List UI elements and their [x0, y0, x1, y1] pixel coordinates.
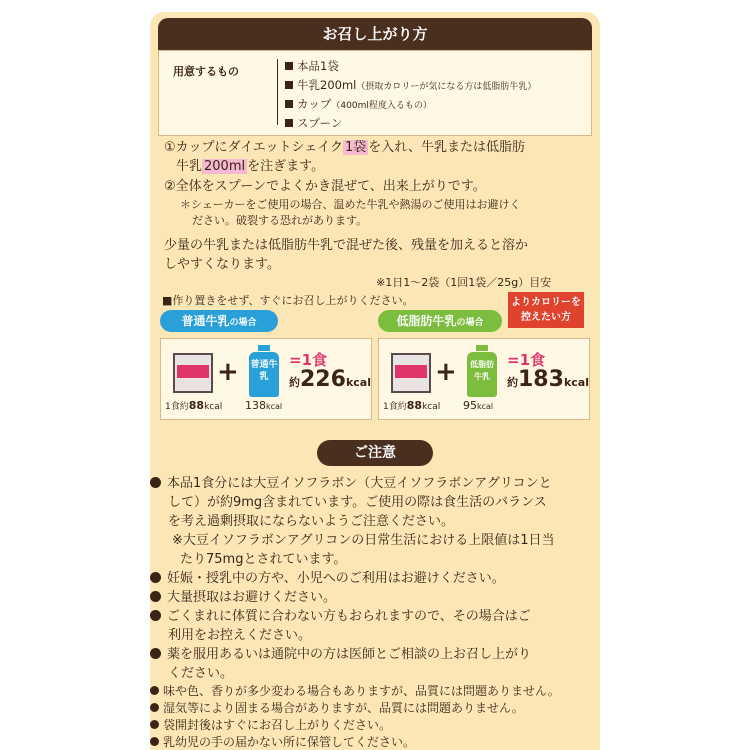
caution-item: ください。 — [168, 666, 234, 681]
packet-calories: 1食約88kcal — [165, 399, 223, 412]
shake-packet-icon — [391, 353, 431, 393]
bullet-icon — [150, 720, 159, 729]
bullet-icon — [150, 477, 161, 488]
caution-item: 薬を服用あるいは通院中の方は医師とご相談の上お召し上がり — [150, 643, 531, 662]
plus-icon: + — [217, 357, 239, 387]
caution-item: 大量摂取はお避けください。 — [150, 586, 336, 605]
ingredients-title: 用意するもの — [173, 65, 239, 78]
square-bullet-icon — [285, 81, 293, 89]
ingredient-item: 本品1袋 — [285, 58, 339, 74]
bullet-icon — [150, 686, 159, 695]
minor-note: 湿気等により固まる場合がありますが、品質には問題ありません。 — [150, 699, 524, 716]
make-fresh-warning: ■作り置きをせず、すぐにお召し上がりください。 — [162, 294, 414, 307]
tip: しやすくなります。 — [164, 257, 280, 272]
equals-one-meal: =1食 — [507, 351, 546, 369]
regular-milk-comparison — [160, 338, 372, 420]
caution-title: ご注意 — [317, 440, 433, 466]
tip: 少量の牛乳または低脂肪牛乳で混ぜた後、残量を加えると溶か — [164, 238, 529, 253]
step-2-note: ＊シェーカーをご使用の場合、温めた牛乳や熱湯のご使用はお避けく — [180, 198, 521, 211]
bullet-icon — [150, 572, 161, 583]
regular-milk-label: 普通牛乳の場合 — [160, 310, 278, 332]
packet-calories: 1食約88kcal — [383, 399, 441, 412]
dosage-note: ※1日1～2袋（1回1袋／25g）目安 — [376, 276, 552, 289]
caution-item: して）が約9mg含まれています。ご使用の際は食生活のバランス — [168, 495, 547, 510]
step-2-note: ださい。破裂する恐れがあります。 — [192, 214, 368, 227]
caution-item: を考え過剰摂取にならないようご注意ください。 — [168, 514, 455, 529]
divider — [277, 59, 279, 125]
caution-item: たり75mgとされています。 — [180, 552, 347, 567]
ingredient-item: スプーン — [285, 115, 342, 131]
bullet-icon — [150, 610, 161, 621]
milk-bottle-icon: 低脂肪牛乳 — [467, 345, 497, 397]
section-title: お召し上がり方 — [158, 18, 592, 50]
caution-item: ごくまれに体質に合わない方もおられますので、その場合はご — [150, 605, 531, 624]
ingredient-item: カップ（400ml程度入るもの） — [285, 96, 432, 112]
ingredients-box — [158, 50, 592, 136]
minor-note: 袋開封後はすぐにお召し上がりください。 — [150, 716, 391, 733]
total-calories: 約183kcal — [507, 367, 589, 392]
milk-calories: 138kcal — [245, 399, 283, 412]
minor-note: 乳幼児の手の届かない所に保管してください。 — [150, 733, 415, 750]
total-calories: 約226kcal — [289, 367, 371, 392]
step-2: ②全体をスプーンでよくかき混ぜて、出来上がりです。 — [164, 179, 486, 194]
caution-item: ※大豆イソフラボンアグリコンの日常生活における上限値は1日当 — [172, 533, 555, 548]
ingredient-item: 牛乳200ml（摂取カロリーが気になる方は低脂肪牛乳） — [285, 77, 536, 93]
caution-item: 利用をお控えください。 — [168, 628, 312, 643]
bullet-icon — [150, 648, 161, 659]
caution-item: 妊娠・授乳中の方や、小児へのご利用はお避けください。 — [150, 567, 505, 586]
bullet-icon — [150, 703, 159, 712]
instructions-panel — [150, 12, 600, 750]
step-1-line-1: ①カップにダイエットシェイク 1袋 を入れ、牛乳または低脂肪 — [164, 140, 526, 155]
shake-packet-icon — [173, 353, 213, 393]
lowfat-milk-comparison — [378, 338, 590, 420]
square-bullet-icon — [285, 62, 293, 70]
bullet-icon — [150, 737, 159, 746]
caution-item: 本品1食分には大豆イソフラボン（大豆イソフラボンアグリコンと — [150, 472, 552, 491]
square-bullet-icon — [285, 100, 293, 108]
lower-calorie-tag: よりカロリーを 控えたい方 — [508, 292, 584, 328]
minor-note: 味や色、香りが多少変わる場合もありますが、品質には問題ありません。 — [150, 682, 560, 699]
lowfat-milk-label: 低脂肪牛乳の場合 — [378, 310, 502, 332]
milk-calories: 95kcal — [463, 399, 494, 412]
bullet-icon — [150, 591, 161, 602]
square-bullet-icon — [285, 119, 293, 127]
milk-bottle-icon: 普通牛乳 — [249, 345, 279, 397]
plus-icon: + — [435, 357, 457, 387]
step-1-line-2: 牛乳 200ml を注ぎます。 — [176, 159, 325, 174]
equals-one-meal: =1食 — [289, 351, 328, 369]
